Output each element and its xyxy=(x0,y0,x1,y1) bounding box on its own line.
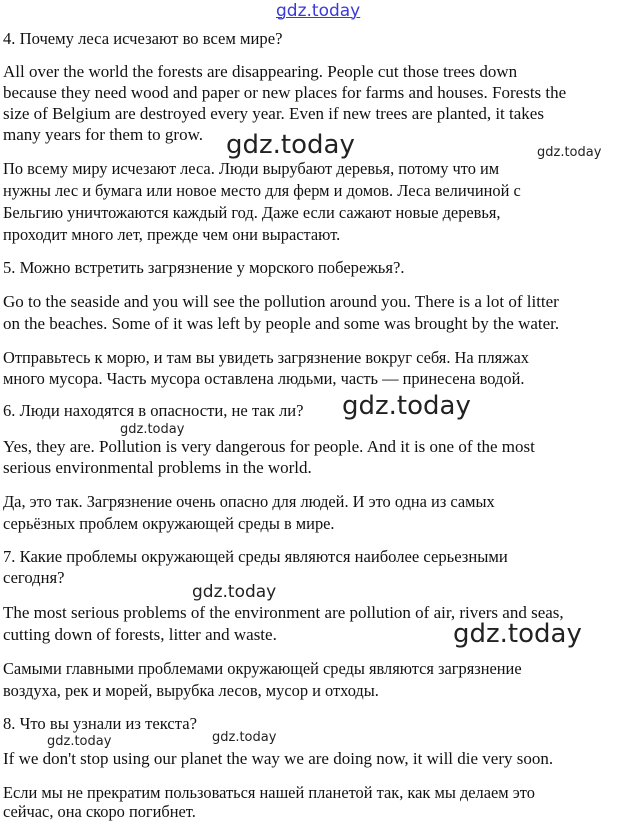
watermark-top[interactable]: gdz.today xyxy=(276,1,361,21)
answer-6-ru-line-1: Да, это так. Загрязнение очень опасно для людей. И это одна из самых xyxy=(3,492,495,511)
watermark-7: gdz.today xyxy=(47,734,112,749)
answer-7-en-line-2: cutting down of forests, litter and waste. xyxy=(3,625,277,644)
answer-4-en-line-2: because they need wood and paper or new places for farms and houses. Forests the xyxy=(3,83,567,102)
answer-5-en-line-1: Go to the seaside and you will see the pollution around you. There is a lot of litter xyxy=(3,292,559,311)
answer-6-ru-line-2: серьёзных проблем окружающей среды в мире. xyxy=(3,514,335,533)
watermark-5: gdz.today xyxy=(192,582,277,602)
question-6: 6. Люди находятся в опасности, не так ли? xyxy=(3,401,304,420)
question-7-line-2: сегодня? xyxy=(3,568,65,587)
answer-8-ru-line-2: сейчас, она скоро погибнет. xyxy=(3,802,196,821)
watermark-4: gdz.today xyxy=(120,422,185,437)
answer-6-en-line-1: Yes, they are. Pollution is very dangerous for people. And it is one of the most xyxy=(3,437,535,456)
watermark-6: gdz.today xyxy=(453,619,582,649)
watermark-1: gdz.today xyxy=(226,130,355,160)
answer-4-en-line-4: many years for them to grow. xyxy=(3,125,204,144)
answer-7-ru-line-2: воздуха, рек и морей, вырубка лесов, мусор и отходы. xyxy=(3,681,379,700)
answer-4-en-line-3: size of Belgium are destroyed every year. Even if new trees are planted, it takes xyxy=(3,104,544,123)
answer-7-ru-line-1: Самыми главными проблемами окружающей среды являются загрязнение xyxy=(3,659,522,678)
answer-8-ru-line-1: Если мы не прекратим пользоваться нашей планетой так, как мы делаем это xyxy=(3,783,535,802)
answer-5-ru-line-2: много мусора. Часть мусора оставлена людьми, часть — принесена водой. xyxy=(3,369,525,388)
answer-4-ru-line-3: Бельгию уничтожаются каждый год. Даже если сажают новые деревья, xyxy=(3,203,501,222)
answer-4-en-line-1: All over the world the forests are disappearing. People cut those trees down xyxy=(3,62,518,81)
answer-7-en-line-1: The most serious problems of the environment are pollution of air, rivers and seas, xyxy=(3,603,564,622)
watermark-8: gdz.today xyxy=(212,730,277,745)
answer-4-ru-line-1: По всему миру исчезают леса. Люди вырубают деревья, потому что им xyxy=(3,159,500,178)
answer-5-ru-line-1: Отправьтесь к морю, и там вы увидеть загрязнение вокруг себя. На пляжах xyxy=(3,348,530,367)
question-4: 4. Почему леса исчезают во всем мире? xyxy=(3,29,283,48)
answer-4-ru-line-2: нужны лес и бумага или новое место для ферм и домов. Леса величиной с xyxy=(3,181,521,200)
watermark-2: gdz.today xyxy=(537,145,602,160)
question-5: 5. Можно встретить загрязнение у морского побережья?. xyxy=(3,258,405,277)
question-7-line-1: 7. Какие проблемы окружающей среды являются наиболее серьезными xyxy=(3,547,508,566)
answer-8-en-line-1: If we don't stop using our planet the way we are doing now, it will die very soon. xyxy=(3,749,554,768)
answer-6-en-line-2: serious environmental problems in the world. xyxy=(3,458,312,477)
answer-4-ru-line-4: проходит много лет, прежде чем они вырастают. xyxy=(3,225,341,244)
answer-5-en-line-2: on the beaches. Some of it was left by people and some was brought by the water. xyxy=(3,314,560,333)
watermark-3: gdz.today xyxy=(342,391,471,421)
question-8: 8. Что вы узнали из текста? xyxy=(3,714,197,733)
